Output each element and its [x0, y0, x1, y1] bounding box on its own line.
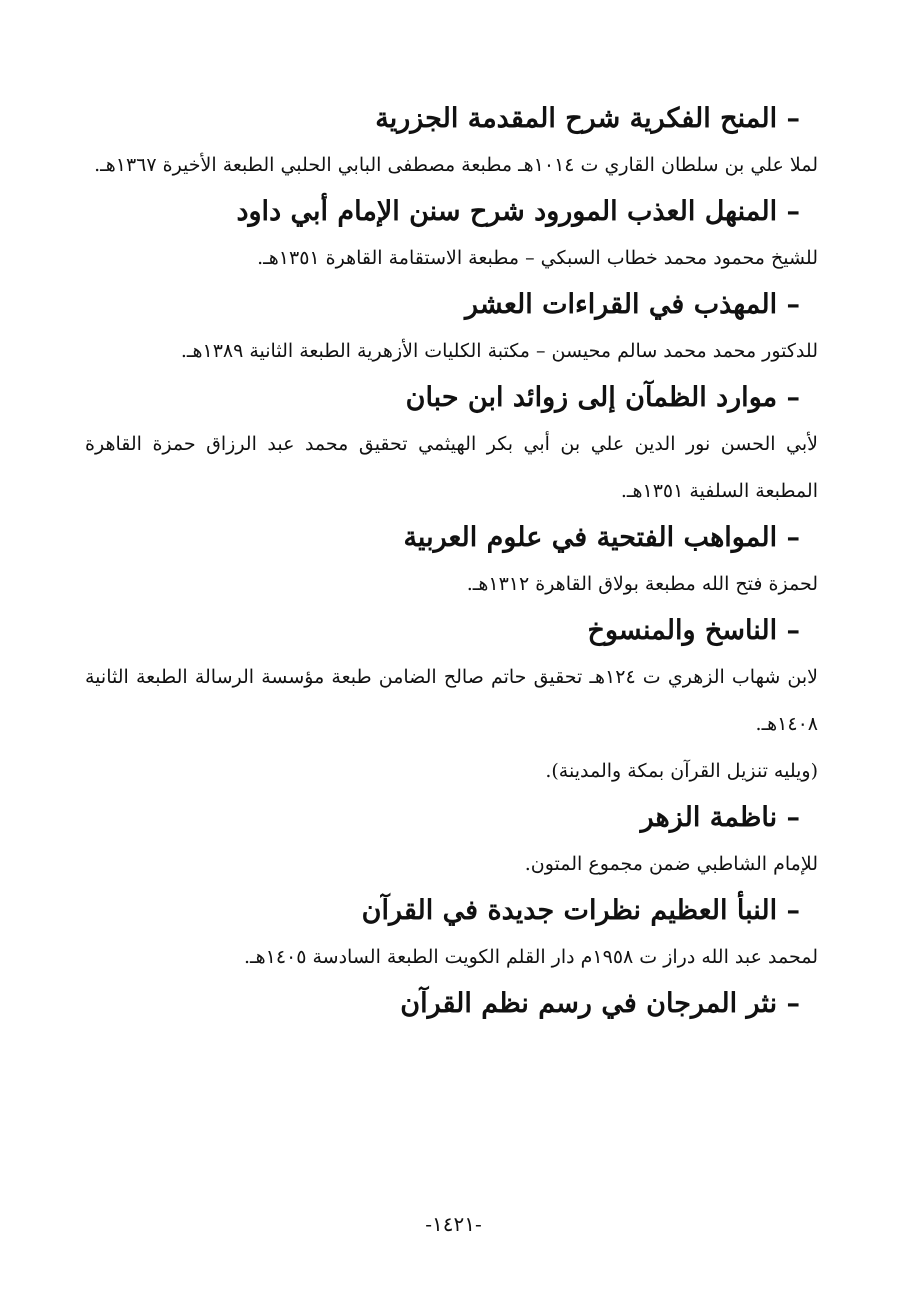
entry-description: للشيخ محمود محمد خطاب السبكي – مطبعة الاستقامة القاهرة ١٣٥١هـ.	[257, 247, 818, 269]
entry-title: – المواهب الفتحية في علوم العربية	[403, 522, 800, 553]
entry-description: لأبي الحسن نور الدين علي بن أبي بكر الهيثمي تحقيق محمد عبد الرزاق حمزة القاهرة المطبعة السلفية ١٣٥١هـ.	[85, 433, 818, 502]
entry-title: – المنح الفكرية شرح المقدمة الجزرية	[375, 103, 800, 134]
entry-description: للإمام الشاطبي ضمن مجموع المتون.	[524, 853, 818, 875]
entry-title: – ناظمة الزهر	[640, 802, 800, 833]
entry-title: – المهذب في القراءات العشر	[464, 289, 800, 320]
page-number: -١٤٢١-	[425, 1212, 482, 1236]
entry-description: لمحمد عبد الله دراز ت ١٩٥٨م دار القلم الكويت الطبعة السادسة ١٤٠٥هـ.	[243, 946, 818, 968]
entry-title: – نثر المرجان في رسم نظم القرآن	[400, 988, 800, 1019]
entry-description: لحمزة فتح الله مطبعة بولاق القاهرة ١٣١٢هـ.	[466, 573, 818, 595]
entry-description: لملا علي بن سلطان القاري ت ١٠١٤هـ مطبعة مصطفى البابي الحلبي الطبعة الأخيرة ١٣٦٧هـ.	[94, 154, 818, 176]
bibliography-page	[85, 96, 818, 1027]
entry-title: – موارد الظمآن إلى زوائد ابن حبان	[405, 382, 800, 413]
entry-description: للدكتور محمد محمد سالم محيسن – مكتبة الكليات الأزهرية الطبعة الثانية ١٣٨٩هـ.	[180, 340, 818, 362]
entry-title: – المنهل العذب المورود شرح سنن الإمام أبي داود	[236, 196, 800, 227]
entry-note: (ويليه تنزيل القرآن بمكة والمدينة).	[545, 760, 818, 782]
entry-title: – النبأ العظيم نظرات جديدة في القرآن	[361, 895, 800, 926]
entry-title: – الناسخ والمنسوخ	[587, 615, 800, 646]
entry-description: لابن شهاب الزهري ت ١٢٤هـ تحقيق حاتم صالح الضامن طبعة مؤسسة الرسالة الطبعة الثانية ١٤٠٨هـ.	[85, 666, 818, 735]
